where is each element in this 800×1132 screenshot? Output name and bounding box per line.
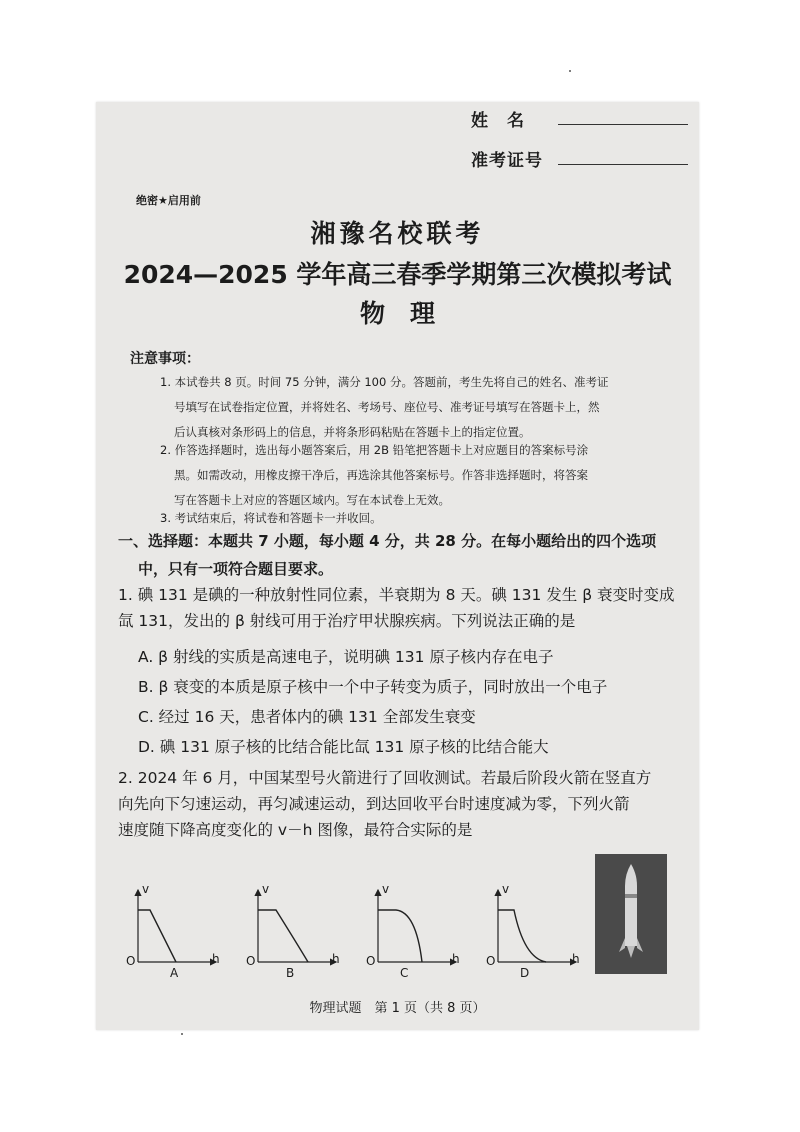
confidential-label: 绝密★启用前 (136, 194, 201, 207)
page-footer: 物理试题 第 1 页（共 8 页） (309, 1001, 486, 1016)
section-heading-cont: 中，只有一项符合题目要求。 (138, 560, 334, 578)
note-line: 3. 考试结束后，将试卷和答题卡一并收回。 (160, 511, 382, 525)
note-line: 后认真核对条形码上的信息，并将条形码粘贴在答题卡上的指定位置。 (174, 425, 531, 439)
exam-title: 2024—2025 学年高三春季学期第三次模拟考试 (123, 260, 672, 289)
graph-d-origin-label: O (486, 954, 496, 968)
name-field-line (558, 124, 688, 125)
graph-c-x-axis-label: h (452, 952, 460, 966)
graph-d-x-axis-label: h (572, 952, 580, 966)
graph-a-x-axis-label: h (212, 952, 220, 966)
curve-d (498, 910, 546, 962)
question-1-option-b: B. β 衰变的本质是原子核中一个中子转变为质子，同时放出一个电子 (138, 678, 608, 696)
question-1-option-d: D. 碘 131 原子核的比结合能比氙 131 原子核的比结合能大 (138, 738, 549, 756)
graph-a-y-axis-label: v (142, 882, 150, 896)
exam-paper (96, 102, 699, 1030)
question-2-stem-cont: 向先向下匀速运动，再匀减速运动，到达回收平台时速度减为零，下列火箭 (118, 795, 630, 813)
question-2-stem-cont: 速度随下降高度变化的 v－h 图像，最符合实际的是 (118, 821, 473, 839)
scan-speck (569, 70, 571, 72)
graph-a (138, 890, 216, 962)
scan-speck (181, 1033, 183, 1035)
curve-b (258, 910, 308, 962)
question-1-stem: 1. 碘 131 是碘的一种放射性同位素，半衰期为 8 天。碘 131 发生 β 衰变时变成 (118, 586, 675, 604)
graph-c-letter: C (400, 966, 409, 980)
graph-b (258, 890, 336, 962)
graph-a-letter: A (170, 966, 179, 980)
curve-a (138, 910, 176, 962)
graph-c-origin-label: O (366, 954, 376, 968)
graph-b-letter: B (286, 966, 295, 980)
section-heading: 一、选择题：本题共 7 小题，每小题 4 分，共 28 分。在每小题给出的四个选项 (118, 532, 657, 550)
exam-organizer-title: 湘豫名校联考 (310, 219, 485, 248)
subject-title: 物 理 (359, 299, 435, 328)
question-1-option-a: A. β 射线的实质是高速电子，说明碘 131 原子核内存在电子 (138, 648, 554, 666)
exam-id-label: 准考证号 (471, 151, 543, 171)
note-line: 2. 作答选择题时，选出每小题答案后，用 2B 铅笔把答题卡上对应题目的答案标号涂 (160, 443, 589, 457)
note-line: 1. 本试卷共 8 页。时间 75 分钟，满分 100 分。答题前，考生先将自己的姓名、准考证 (160, 375, 609, 389)
exam-id-field-line (558, 164, 688, 165)
graph-b-x-axis-label: h (332, 952, 340, 966)
note-line: 写在答题卡上对应的答题区域内。写在本试卷上无效。 (174, 493, 450, 507)
name-label: 姓 名 (471, 111, 525, 131)
curve-c (378, 910, 422, 962)
graph-c (378, 890, 456, 962)
graph-d (498, 890, 576, 962)
graph-d-letter: D (520, 966, 530, 980)
graph-d-y-axis-label: v (502, 882, 510, 896)
notes-heading: 注意事项： (130, 351, 200, 367)
rocket-photo (595, 854, 667, 974)
question-1-stem-cont: 氙 131，发出的 β 射线可用于治疗甲状腺疾病。下列说法正确的是 (118, 612, 576, 630)
question-1-option-c: C. 经过 16 天，患者体内的碘 131 全部发生衰变 (138, 708, 476, 726)
graph-b-y-axis-label: v (262, 882, 270, 896)
note-line: 号填写在试卷指定位置，并将姓名、考场号、座位号、准考证号填写在答题卡上，然 (174, 400, 600, 414)
graph-a-origin-label: O (126, 954, 136, 968)
graph-b-origin-label: O (246, 954, 256, 968)
question-2-stem: 2. 2024 年 6 月，中国某型号火箭进行了回收测试。若最后阶段火箭在竖直方 (118, 769, 652, 787)
graph-c-y-axis-label: v (382, 882, 390, 896)
note-line: 黑。如需改动，用橡皮擦干净后，再选涂其他答案标号。作答非选择题时，将答案 (174, 468, 588, 482)
